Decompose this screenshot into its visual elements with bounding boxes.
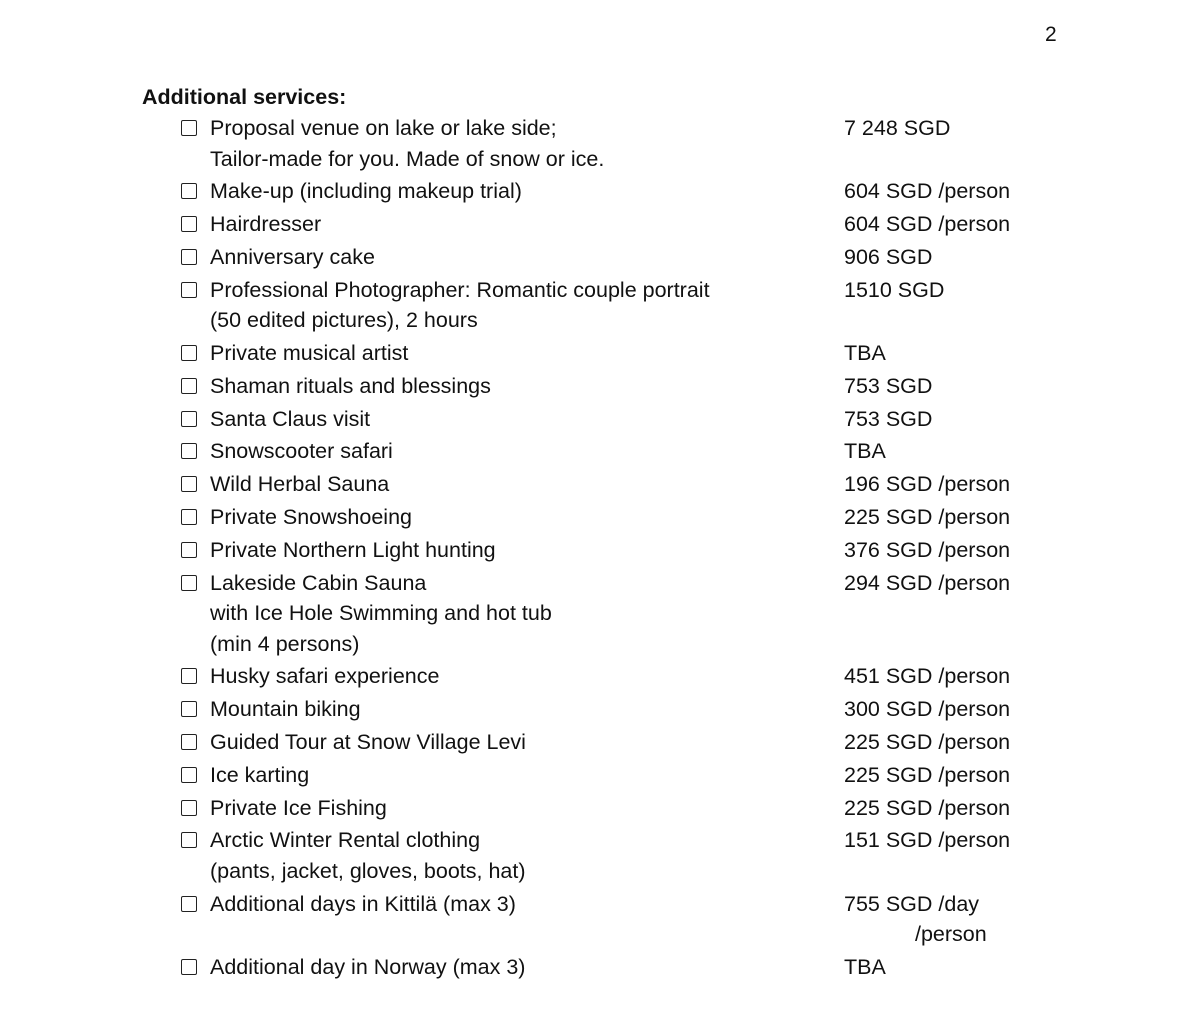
service-description-line: Snowscooter safari — [210, 439, 393, 464]
service-item — [178, 242, 1078, 275]
service-price — [844, 760, 1084, 791]
service-checkbox[interactable] — [181, 443, 197, 459]
service-description — [210, 404, 844, 435]
service-description — [210, 535, 844, 566]
service-checkbox[interactable] — [181, 959, 197, 975]
service-price-text: 196 SGD /person — [844, 472, 1011, 497]
service-price-text: 151 SGD /person — [844, 828, 1011, 853]
service-price-text: 7 248 SGD — [844, 116, 951, 140]
service-checkbox[interactable] — [181, 896, 197, 912]
service-description-line: Mountain biking — [210, 697, 361, 722]
service-item — [178, 694, 1078, 727]
service-price-text: 753 SGD — [844, 373, 933, 398]
service-price-text-continued: /person — [915, 922, 987, 947]
service-item — [178, 661, 1078, 694]
service-checkbox[interactable] — [181, 767, 197, 783]
service-description-line: Make-up (including makeup trial) — [210, 179, 522, 204]
service-price-text: 604 SGD /person — [844, 179, 1011, 204]
service-price — [844, 694, 1084, 725]
service-description-line: with Ice Hole Swimming and hot tub — [210, 601, 552, 626]
service-checkbox[interactable] — [181, 282, 197, 298]
service-price-text: 755 SGD /day — [844, 891, 980, 916]
service-item — [178, 404, 1078, 437]
service-description — [210, 952, 844, 983]
service-checkbox[interactable] — [181, 701, 197, 717]
service-checkbox[interactable] — [181, 542, 197, 558]
section-heading: Additional services: — [142, 85, 347, 109]
service-description — [210, 469, 844, 500]
service-description — [210, 176, 844, 207]
service-price-text: 451 SGD /person — [844, 664, 1011, 689]
service-checkbox[interactable] — [181, 249, 197, 265]
service-checkbox[interactable] — [181, 509, 197, 525]
service-price-text: 753 SGD — [844, 406, 933, 431]
service-price — [844, 176, 1084, 207]
service-description — [210, 113, 844, 174]
service-price — [844, 275, 1084, 306]
service-item — [178, 113, 1078, 176]
service-description — [210, 825, 844, 886]
service-item — [178, 793, 1078, 826]
service-checkbox[interactable] — [181, 411, 197, 427]
service-description — [210, 568, 844, 660]
service-description — [210, 727, 844, 758]
service-description — [210, 760, 844, 791]
service-price — [844, 371, 1084, 402]
service-price — [844, 113, 1084, 144]
service-price — [844, 338, 1084, 369]
service-checkbox[interactable] — [181, 668, 197, 684]
service-item — [178, 275, 1078, 338]
service-description-line: Santa Claus visit — [210, 406, 371, 431]
service-description — [210, 338, 844, 369]
service-price — [844, 793, 1084, 824]
service-item — [178, 502, 1078, 535]
service-price — [844, 727, 1084, 758]
service-description-line: Additional day in Norway (max 3) — [210, 954, 526, 979]
service-description-line: Husky safari experience — [210, 664, 440, 689]
service-checkbox[interactable] — [181, 183, 197, 199]
service-item — [178, 469, 1078, 502]
service-description-line: Hairdresser — [210, 212, 322, 237]
service-price — [844, 825, 1084, 856]
service-description-line: (50 edited pictures), 2 hours — [210, 308, 478, 333]
service-price-text: 1510 SGD — [844, 277, 945, 302]
service-checkbox[interactable] — [181, 216, 197, 232]
service-description — [210, 793, 844, 824]
service-checkbox[interactable] — [181, 120, 197, 136]
service-description-line: Private Ice Fishing — [210, 795, 387, 820]
service-description — [210, 242, 844, 273]
service-item — [178, 952, 1078, 985]
service-item — [178, 727, 1078, 760]
service-description — [210, 661, 844, 692]
service-description — [210, 889, 844, 920]
service-description — [210, 275, 844, 336]
service-price-text: 225 SGD /person — [844, 795, 1011, 820]
service-price — [844, 436, 1084, 467]
service-item — [178, 209, 1078, 242]
service-price — [844, 535, 1084, 566]
service-item — [178, 176, 1078, 209]
service-description-line: Professional Photographer: Romantic couple portrait — [210, 277, 710, 302]
service-price — [844, 661, 1084, 692]
service-item — [178, 568, 1078, 662]
service-price — [844, 209, 1084, 240]
service-description-line: Guided Tour at Snow Village Levi — [210, 729, 526, 754]
service-description-line: Anniversary cake — [210, 244, 375, 269]
service-item — [178, 825, 1078, 888]
service-description-line: Lakeside Cabin Sauna — [210, 570, 427, 595]
service-description-line: Proposal venue on lake or lake side; — [210, 116, 557, 140]
service-price-text: 604 SGD /person — [844, 212, 1011, 237]
service-description-line: Private Northern Light hunting — [210, 537, 496, 562]
service-price-text: 300 SGD /person — [844, 697, 1011, 722]
service-price-text: 225 SGD /person — [844, 504, 1011, 529]
service-item — [178, 338, 1078, 371]
service-description-line: Ice karting — [210, 762, 310, 787]
service-checkbox[interactable] — [181, 832, 197, 848]
service-price-text: 225 SGD /person — [844, 729, 1011, 754]
page-number: 2 — [1045, 23, 1057, 46]
service-price-text: 294 SGD /person — [844, 570, 1011, 595]
service-checkbox[interactable] — [181, 575, 197, 591]
service-price — [844, 404, 1084, 435]
service-description-line: Shaman rituals and blessings — [210, 373, 491, 398]
service-description — [210, 436, 844, 467]
service-description — [210, 502, 844, 533]
service-price-text: TBA — [844, 954, 886, 979]
service-description — [210, 371, 844, 402]
service-description — [210, 209, 844, 240]
service-item — [178, 371, 1078, 404]
service-price — [844, 568, 1084, 599]
service-price — [844, 889, 1084, 950]
services-list — [178, 113, 1078, 985]
service-description-line: Private musical artist — [210, 340, 409, 365]
service-description — [210, 694, 844, 725]
service-item — [178, 535, 1078, 568]
service-checkbox[interactable] — [181, 345, 197, 361]
service-price — [844, 469, 1084, 500]
service-price-text: TBA — [844, 340, 886, 365]
service-checkbox[interactable] — [181, 476, 197, 492]
service-description-line: Wild Herbal Sauna — [210, 472, 390, 497]
service-price-text: 376 SGD /person — [844, 537, 1011, 562]
service-item — [178, 889, 1078, 952]
service-price — [844, 502, 1084, 533]
service-description-line: Tailor-made for you. Made of snow or ice. — [210, 146, 605, 171]
service-checkbox[interactable] — [181, 734, 197, 750]
service-price — [844, 242, 1084, 273]
service-checkbox[interactable] — [181, 378, 197, 394]
service-price-text: 225 SGD /person — [844, 762, 1011, 787]
service-item — [178, 436, 1078, 469]
service-price — [844, 952, 1084, 983]
service-description-line: Additional days in Kittilä (max 3) — [210, 891, 516, 916]
service-price-text: TBA — [844, 439, 886, 464]
service-description-line: Private Snowshoeing — [210, 504, 412, 529]
service-description-line: (min 4 persons) — [210, 631, 360, 656]
service-item — [178, 760, 1078, 793]
service-description-line: Arctic Winter Rental clothing — [210, 828, 481, 853]
service-description-line: (pants, jacket, gloves, boots, hat) — [210, 858, 526, 883]
service-price-text: 906 SGD — [844, 244, 933, 269]
service-checkbox[interactable] — [181, 800, 197, 816]
